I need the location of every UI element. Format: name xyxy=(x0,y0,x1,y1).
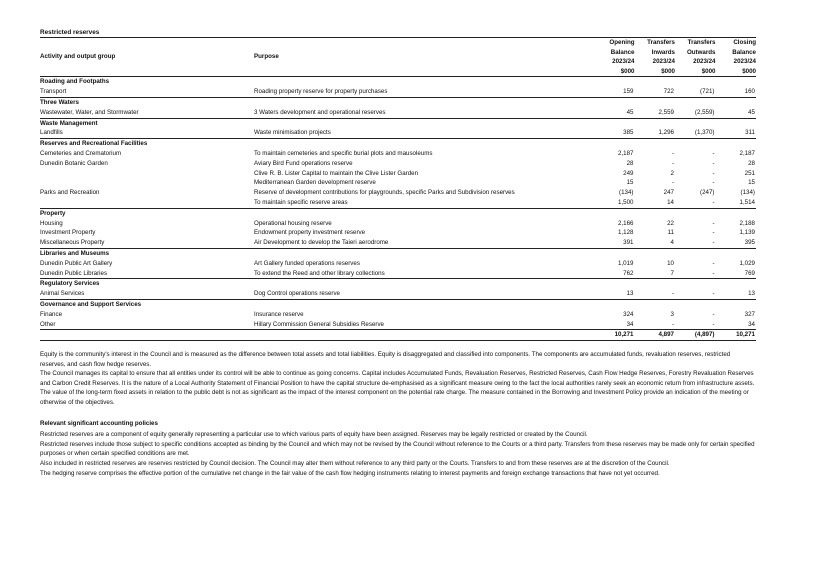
group-header-row xyxy=(40,299,756,309)
closing-balance-cell: 34 xyxy=(748,320,755,328)
opening-balance-cell: 13 xyxy=(626,290,634,298)
opening-balance-cell: 10,271 xyxy=(594,330,635,341)
closing-balance-cell: 28 xyxy=(748,159,755,167)
purpose-cell: To extend the Reed and other library collections xyxy=(254,269,385,277)
opening-balance-cell: 385 xyxy=(623,129,634,137)
header-purpose: Purpose xyxy=(254,53,279,61)
transfers-outwards-cell: - xyxy=(712,219,715,227)
table-row xyxy=(40,269,756,279)
activity-cell: Parks and Recreation xyxy=(40,189,100,197)
transfers-inwards-cell: 247 xyxy=(663,189,674,197)
transfers-outwards-cell: - xyxy=(712,269,715,277)
purpose-cell: Roading property reserve for property purchases xyxy=(254,88,388,96)
opening-balance-cell: 34 xyxy=(626,320,634,328)
transfers-inwards-cell: 722 xyxy=(663,88,674,96)
purpose-cell: Art Gallery funded operations reserves xyxy=(254,259,360,267)
purpose-cell: 3 Waters development and operational reserves xyxy=(254,108,386,116)
policy-paragraph: Restricted reserves include those subject to specific conditions accepted as binding by the Council and which may not be revised by the Council without reference to the Courts or a third party. Transfers from these reserves may be made only for certain specified purposes or when certain specified conditions are met. xyxy=(40,440,755,458)
group-label: Reserves and Recreational Facilities xyxy=(40,140,148,148)
opening-balance-cell: 15 xyxy=(626,179,634,187)
transfers-outwards-cell: - xyxy=(712,179,715,187)
transfers-outwards-cell: (4,897) xyxy=(675,330,716,341)
group-header-row xyxy=(40,77,756,87)
closing-balance-cell: 769 xyxy=(744,269,755,277)
table-body xyxy=(40,77,756,341)
group-label: Property xyxy=(40,209,66,217)
activity-cell: Dunedin Public Libraries xyxy=(40,269,108,277)
header-outwards: Transfers Outwards 2023/24 $000 xyxy=(686,39,716,75)
opening-balance-cell: 324 xyxy=(623,310,634,318)
policy-paragraph: The hedging reserve comprises the effective portion of the cumulative net change in the fair value of the cash flow hedging instruments relating to interest payments and foreign exchange transactions that have not yet occurred. xyxy=(40,469,660,477)
transfers-inwards-cell: 1,296 xyxy=(658,129,674,137)
transfers-inwards-cell: 22 xyxy=(667,219,674,227)
transfers-inwards-cell: 7 xyxy=(670,269,674,277)
section-title: Restricted reserves xyxy=(40,29,100,36)
transfers-inwards-cell: - xyxy=(671,290,674,298)
transfers-inwards-cell: 4,897 xyxy=(635,330,676,341)
closing-balance-cell: 395 xyxy=(744,239,755,247)
transfers-outwards-cell: - xyxy=(712,310,715,318)
opening-balance-cell: (134) xyxy=(619,189,634,197)
closing-balance-cell: 1,139 xyxy=(739,229,755,237)
opening-balance-cell: 391 xyxy=(623,239,634,247)
total-row xyxy=(40,330,756,341)
closing-balance-cell: 2,187 xyxy=(739,149,755,157)
transfers-outwards-cell: (1,370) xyxy=(694,129,715,137)
header-inwards: Transfers Inwards 2023/24 $000 xyxy=(647,39,675,75)
table-row xyxy=(40,310,756,320)
purpose-cell: Hillary Commission General Subsidies Reserve xyxy=(254,320,384,328)
transfers-inwards-cell: 11 xyxy=(667,229,674,237)
table-row xyxy=(40,228,756,238)
group-header-row xyxy=(40,118,756,128)
table-row xyxy=(40,259,756,269)
table-row xyxy=(40,219,756,229)
transfers-inwards-cell: 4 xyxy=(670,239,674,247)
activity-cell: Transport xyxy=(40,88,67,96)
opening-balance-cell: 762 xyxy=(623,269,634,277)
activity-cell: Wastewater, Water, and Stormwater xyxy=(40,108,139,116)
activity-cell xyxy=(40,169,254,179)
transfers-inwards-cell: - xyxy=(671,320,674,328)
purpose-cell: Waste minimisation projects xyxy=(254,129,331,137)
purpose-cell: Mediterranean Garden development reserve xyxy=(254,179,376,187)
header-opening: Opening Balance 2023/24 $000 xyxy=(609,39,635,75)
transfers-outwards-cell: - xyxy=(712,229,715,237)
restricted-reserves-table xyxy=(40,37,756,341)
activity-cell: Dunedin Public Art Gallery xyxy=(40,259,113,267)
activity-cell: Cemeteries and Crematorium xyxy=(40,149,122,157)
closing-balance-cell: 311 xyxy=(745,129,755,137)
transfers-inwards-cell: - xyxy=(671,159,674,167)
group-header-row xyxy=(40,208,756,218)
activity-cell xyxy=(40,330,254,341)
table-row xyxy=(40,169,756,179)
transfers-inwards-cell: - xyxy=(671,149,674,157)
activity-cell: Animal Services xyxy=(40,290,85,298)
purpose-cell: Dog Control operations reserve xyxy=(254,290,340,298)
group-label: Regulatory Services xyxy=(40,280,100,288)
table-header-row xyxy=(40,38,756,77)
table-row xyxy=(40,108,756,118)
policy-paragraph: Restricted reserves are a component of equity generally representing a particular use to which various parts of equity have been assigned. Reserves may be legally restricted or created by the Council. xyxy=(40,431,588,439)
transfers-inwards-cell: 2,559 xyxy=(658,108,674,116)
group-label: Roading and Footpaths xyxy=(40,78,110,86)
table-row xyxy=(40,289,756,299)
closing-balance-cell: 10,271 xyxy=(716,330,757,341)
activity-cell: Other xyxy=(40,320,56,328)
table-row xyxy=(40,128,756,138)
transfers-inwards-cell: 2 xyxy=(670,169,674,177)
opening-balance-cell: 2,187 xyxy=(618,149,634,157)
group-header-row xyxy=(40,139,756,149)
opening-balance-cell: 1,128 xyxy=(618,229,634,237)
activity-cell: Dunedin Botanic Garden xyxy=(40,159,108,167)
group-label: Libraries and Museums xyxy=(40,249,110,257)
purpose-cell: Endowment property investment reserve xyxy=(254,229,366,237)
notes-section xyxy=(40,350,756,478)
table-row xyxy=(40,198,756,208)
header-activity: Activity and output group xyxy=(40,53,116,61)
group-header-row xyxy=(40,97,756,107)
closing-balance-cell: 327 xyxy=(744,310,755,318)
transfers-inwards-cell: 14 xyxy=(667,198,674,206)
purpose-cell: To maintain specific reserve areas xyxy=(254,198,348,206)
transfers-inwards-cell: 3 xyxy=(670,310,674,318)
closing-balance-cell: 1,514 xyxy=(739,198,755,206)
report-page xyxy=(40,28,756,478)
closing-balance-cell: 1,029 xyxy=(739,259,755,267)
purpose-cell: Aviary Bird Fund operations reserve xyxy=(254,159,353,167)
closing-balance-cell: 15 xyxy=(748,179,755,187)
purpose-cell: Operational housing reserve xyxy=(254,219,332,227)
opening-balance-cell: 2,166 xyxy=(618,219,634,227)
transfers-outwards-cell: - xyxy=(712,169,715,177)
activity-cell xyxy=(40,198,254,208)
purpose-cell: Reserve of development contributions for playgrounds, specific Parks and Subdivision reserves xyxy=(254,189,515,197)
equity-paragraph: Equity is the community's interest in the Council and is measured as the difference between total assets and total liabilities. Equity is disaggregated and classified into components. The components are accumulated funds, revaluation reserves, restricted reserves, and cash flow hedge reserves. xyxy=(40,351,731,368)
transfers-inwards-cell: 10 xyxy=(667,259,674,267)
transfers-outwards-cell: - xyxy=(712,198,715,206)
opening-balance-cell: 159 xyxy=(623,88,634,96)
group-label: Governance and Support Services xyxy=(40,300,142,308)
table-row xyxy=(40,159,756,169)
purpose-cell: Clive R. B. Lister Capital to maintain the Clive Lister Garden xyxy=(254,169,419,177)
activity-cell: Finance xyxy=(40,310,63,318)
opening-balance-cell: 1,500 xyxy=(618,198,634,206)
transfers-outwards-cell: (247) xyxy=(700,189,715,197)
transfers-outwards-cell: (2,559) xyxy=(694,108,715,116)
table-row xyxy=(40,238,756,248)
opening-balance-cell: 249 xyxy=(623,169,634,177)
activity-cell: Miscellaneous Property xyxy=(40,239,105,247)
activity-cell: Investment Property xyxy=(40,229,96,237)
transfers-inwards-cell: - xyxy=(671,179,674,187)
table-row xyxy=(40,87,756,97)
activity-cell: Landfills xyxy=(40,129,63,137)
group-label: Waste Management xyxy=(40,119,98,127)
table-row xyxy=(40,320,756,330)
transfers-outwards-cell: - xyxy=(712,320,715,328)
transfers-outwards-cell: - xyxy=(712,259,715,267)
transfers-outwards-cell: - xyxy=(712,239,715,247)
group-label: Three Waters xyxy=(40,98,79,106)
purpose-cell: Insurance reserve xyxy=(254,310,304,318)
opening-balance-cell: 1,019 xyxy=(618,259,634,267)
purpose-cell: To maintain cemeteries and specific burial plots and mausoleums xyxy=(254,149,433,157)
closing-balance-cell: (134) xyxy=(740,189,755,197)
equity-paragraph: The Council manages its capital to ensure that all entities under its control will be able to continue as going concerns. Capital includes Accumulated Funds, Revaluation Reserves, Restricted Reserves, Cash Flow Hedge Reserves, Forestry Revaluation Reserves and Carbon Credit Reserves. It is the nature of a Local Authority Statement of Financial Position to have the capital structure de-emphasised as a significant measure owing to the fact the local authorities rarely seek an economic return from infrastructure assets. The value of the long-term fixed assets in relation to the public debt is not as significant as the impact of the interest component on the potential rate charge. The measure contained in the Borrowing and Investment Policy provide an indication of the meeting or otherwise of the objectives. xyxy=(40,370,755,407)
policies-heading: Relevant significant accounting policies xyxy=(40,419,158,427)
opening-balance-cell: 45 xyxy=(626,108,634,116)
table-row xyxy=(40,178,756,188)
transfers-outwards-cell: - xyxy=(712,149,715,157)
purpose-cell xyxy=(254,330,594,341)
closing-balance-cell: 45 xyxy=(748,108,755,116)
header-closing: Closing Balance 2023/24 $000 xyxy=(732,39,756,75)
closing-balance-cell: 160 xyxy=(744,88,755,96)
transfers-outwards-cell: - xyxy=(712,159,715,167)
closing-balance-cell: 2,188 xyxy=(739,219,755,227)
activity-cell: Housing xyxy=(40,219,63,227)
opening-balance-cell: 28 xyxy=(626,159,634,167)
activity-cell xyxy=(40,178,254,188)
closing-balance-cell: 251 xyxy=(744,169,755,177)
policy-paragraph: Also included in restricted reserves are reserves restricted by Council decision. The Council may alter them without reference to any third party or the Courts. Transfers to and from these reserves are at the discretion of the Council. xyxy=(40,460,670,468)
transfers-outwards-cell: (721) xyxy=(700,88,715,96)
group-header-row xyxy=(40,248,756,258)
closing-balance-cell: 13 xyxy=(748,290,755,298)
table-row xyxy=(40,149,756,159)
purpose-cell: Air Development to develop the Taieri aerodrome xyxy=(254,239,389,247)
group-header-row xyxy=(40,279,756,289)
transfers-outwards-cell: - xyxy=(712,290,715,298)
table-row xyxy=(40,188,756,198)
